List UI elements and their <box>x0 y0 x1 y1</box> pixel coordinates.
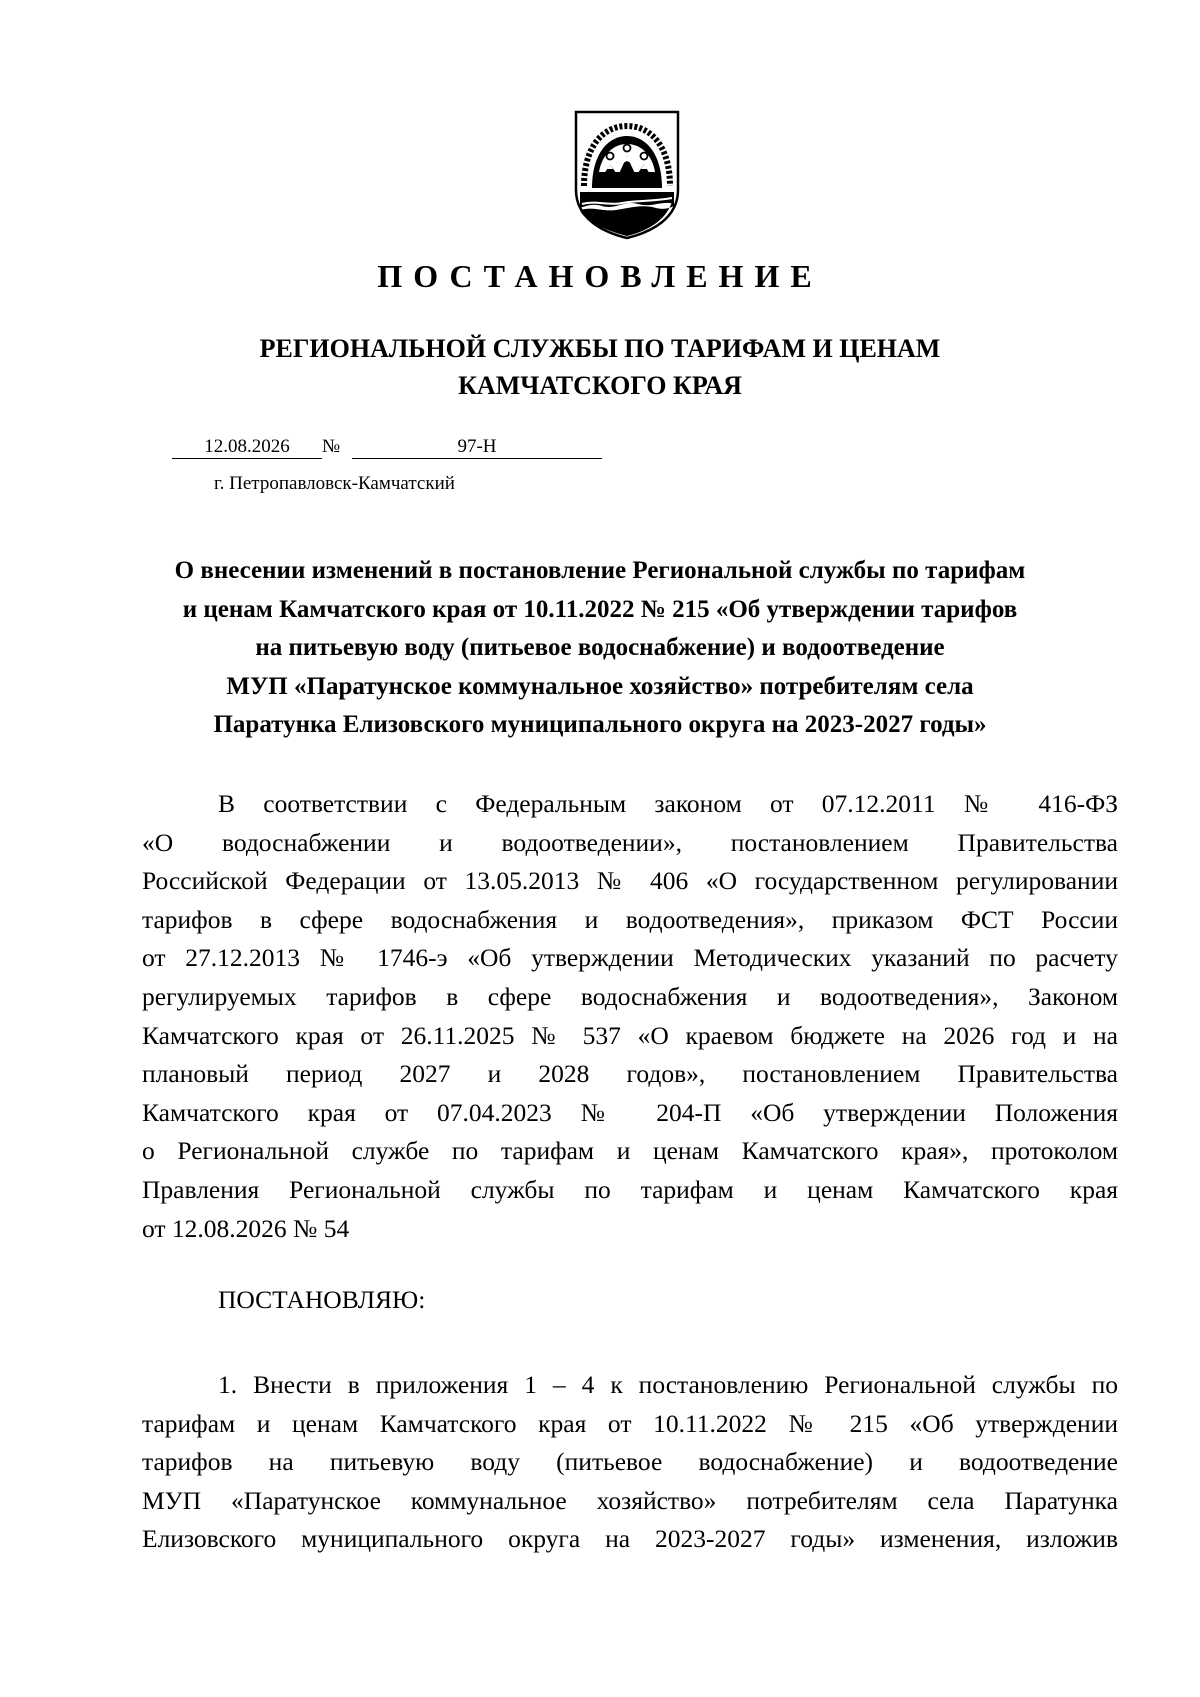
document-date: 12.08.2026 <box>172 436 322 459</box>
item-1-line: тарифов на питьевую воду (питьевое водоснабжение) и водоотведение <box>142 1447 1118 1477</box>
preamble-line: Правления Региональной службы по тарифам и ценам Камчатского края <box>142 1174 1118 1204</box>
item-1-line: Елизовского муниципального округа на 2023-2027 годы» изменения, изложив <box>142 1524 1118 1554</box>
subject-line: на питьевую воду (питьевое водоснабжение) и водоотведение <box>255 634 945 661</box>
subject-line: Паратунка Елизовского муниципального округа на 2023-2027 годы» <box>213 711 987 738</box>
document-subject <box>120 552 1080 745</box>
subject-line: О внесении изменений в постановление Региональной службы по тарифам <box>174 557 1026 584</box>
preamble-line: В соответствии с Федеральным законом от 07.12.2011 № 416-ФЗ <box>218 789 1118 818</box>
item-1-line: 1. Внести в приложения 1 – 4 к постановлению Региональной службы по <box>218 1370 1118 1399</box>
coat-of-arms-emblem <box>572 108 682 240</box>
preamble-line: регулируемых тарифов в сфере водоснабжения и водоотведения», Законом <box>142 981 1118 1011</box>
preamble-line: плановый период 2027 и 2028 годов», постановлением Правительства <box>142 1059 1118 1089</box>
preamble-paragraph <box>142 785 1118 1248</box>
preamble-line: тарифов в сфере водоснабжения и водоотведения», приказом ФСТ России <box>142 904 1118 934</box>
preamble-line: Камчатского края от 26.11.2025 № 537 «О краевом бюджете на 2026 год и на <box>142 1020 1118 1050</box>
item-1-line: тарифам и ценам Камчатского края от 10.11.2022 № 215 «Об утверждении <box>142 1408 1118 1438</box>
preamble-line: от 12.08.2026 № 54 <box>142 1213 350 1243</box>
city-name: г. Петропавловск-Камчатский <box>214 473 455 494</box>
date-number-line <box>172 436 602 460</box>
item-1-line: МУП «Паратунское коммунальное хозяйство» потребителям села Паратунка <box>142 1485 1118 1515</box>
document-title: ПОСТАНОВЛЕНИЕ <box>377 258 823 294</box>
agency-name <box>0 330 1200 404</box>
subject-line: и ценам Камчатского края от 10.11.2022 № 215 «Об утверждении тарифов <box>182 595 1018 623</box>
document-number: 97-Н <box>352 436 602 459</box>
item-1-paragraph <box>142 1366 1118 1559</box>
decree-word: ПОСТАНОВЛЯЮ: <box>218 1285 426 1314</box>
preamble-line: «О водоснабжении и водоотведении», постановлением Правительства <box>142 827 1118 857</box>
number-sign: № <box>322 436 341 457</box>
preamble-line: Камчатского края от 07.04.2023 № 204-П «Об утверждении Положения <box>142 1097 1118 1127</box>
preamble-line: от 27.12.2013 № 1746-э «Об утверждении Методических указаний по расчету <box>142 943 1118 973</box>
preamble-line: о Региональной службе по тарифам и ценам Камчатского края», протоколом <box>142 1136 1118 1166</box>
subject-line: МУП «Паратунское коммунальное хозяйство» потребителям села <box>226 672 974 700</box>
preamble-line: Российской Федерации от 13.05.2013 № 406 «О государственном регулировании <box>142 866 1118 896</box>
agency-name-line: РЕГИОНАЛЬНОЙ СЛУЖБЫ ПО ТАРИФАМ И ЦЕНАМ <box>259 334 941 363</box>
agency-name-line: КАМЧАТСКОГО КРАЯ <box>458 371 742 400</box>
